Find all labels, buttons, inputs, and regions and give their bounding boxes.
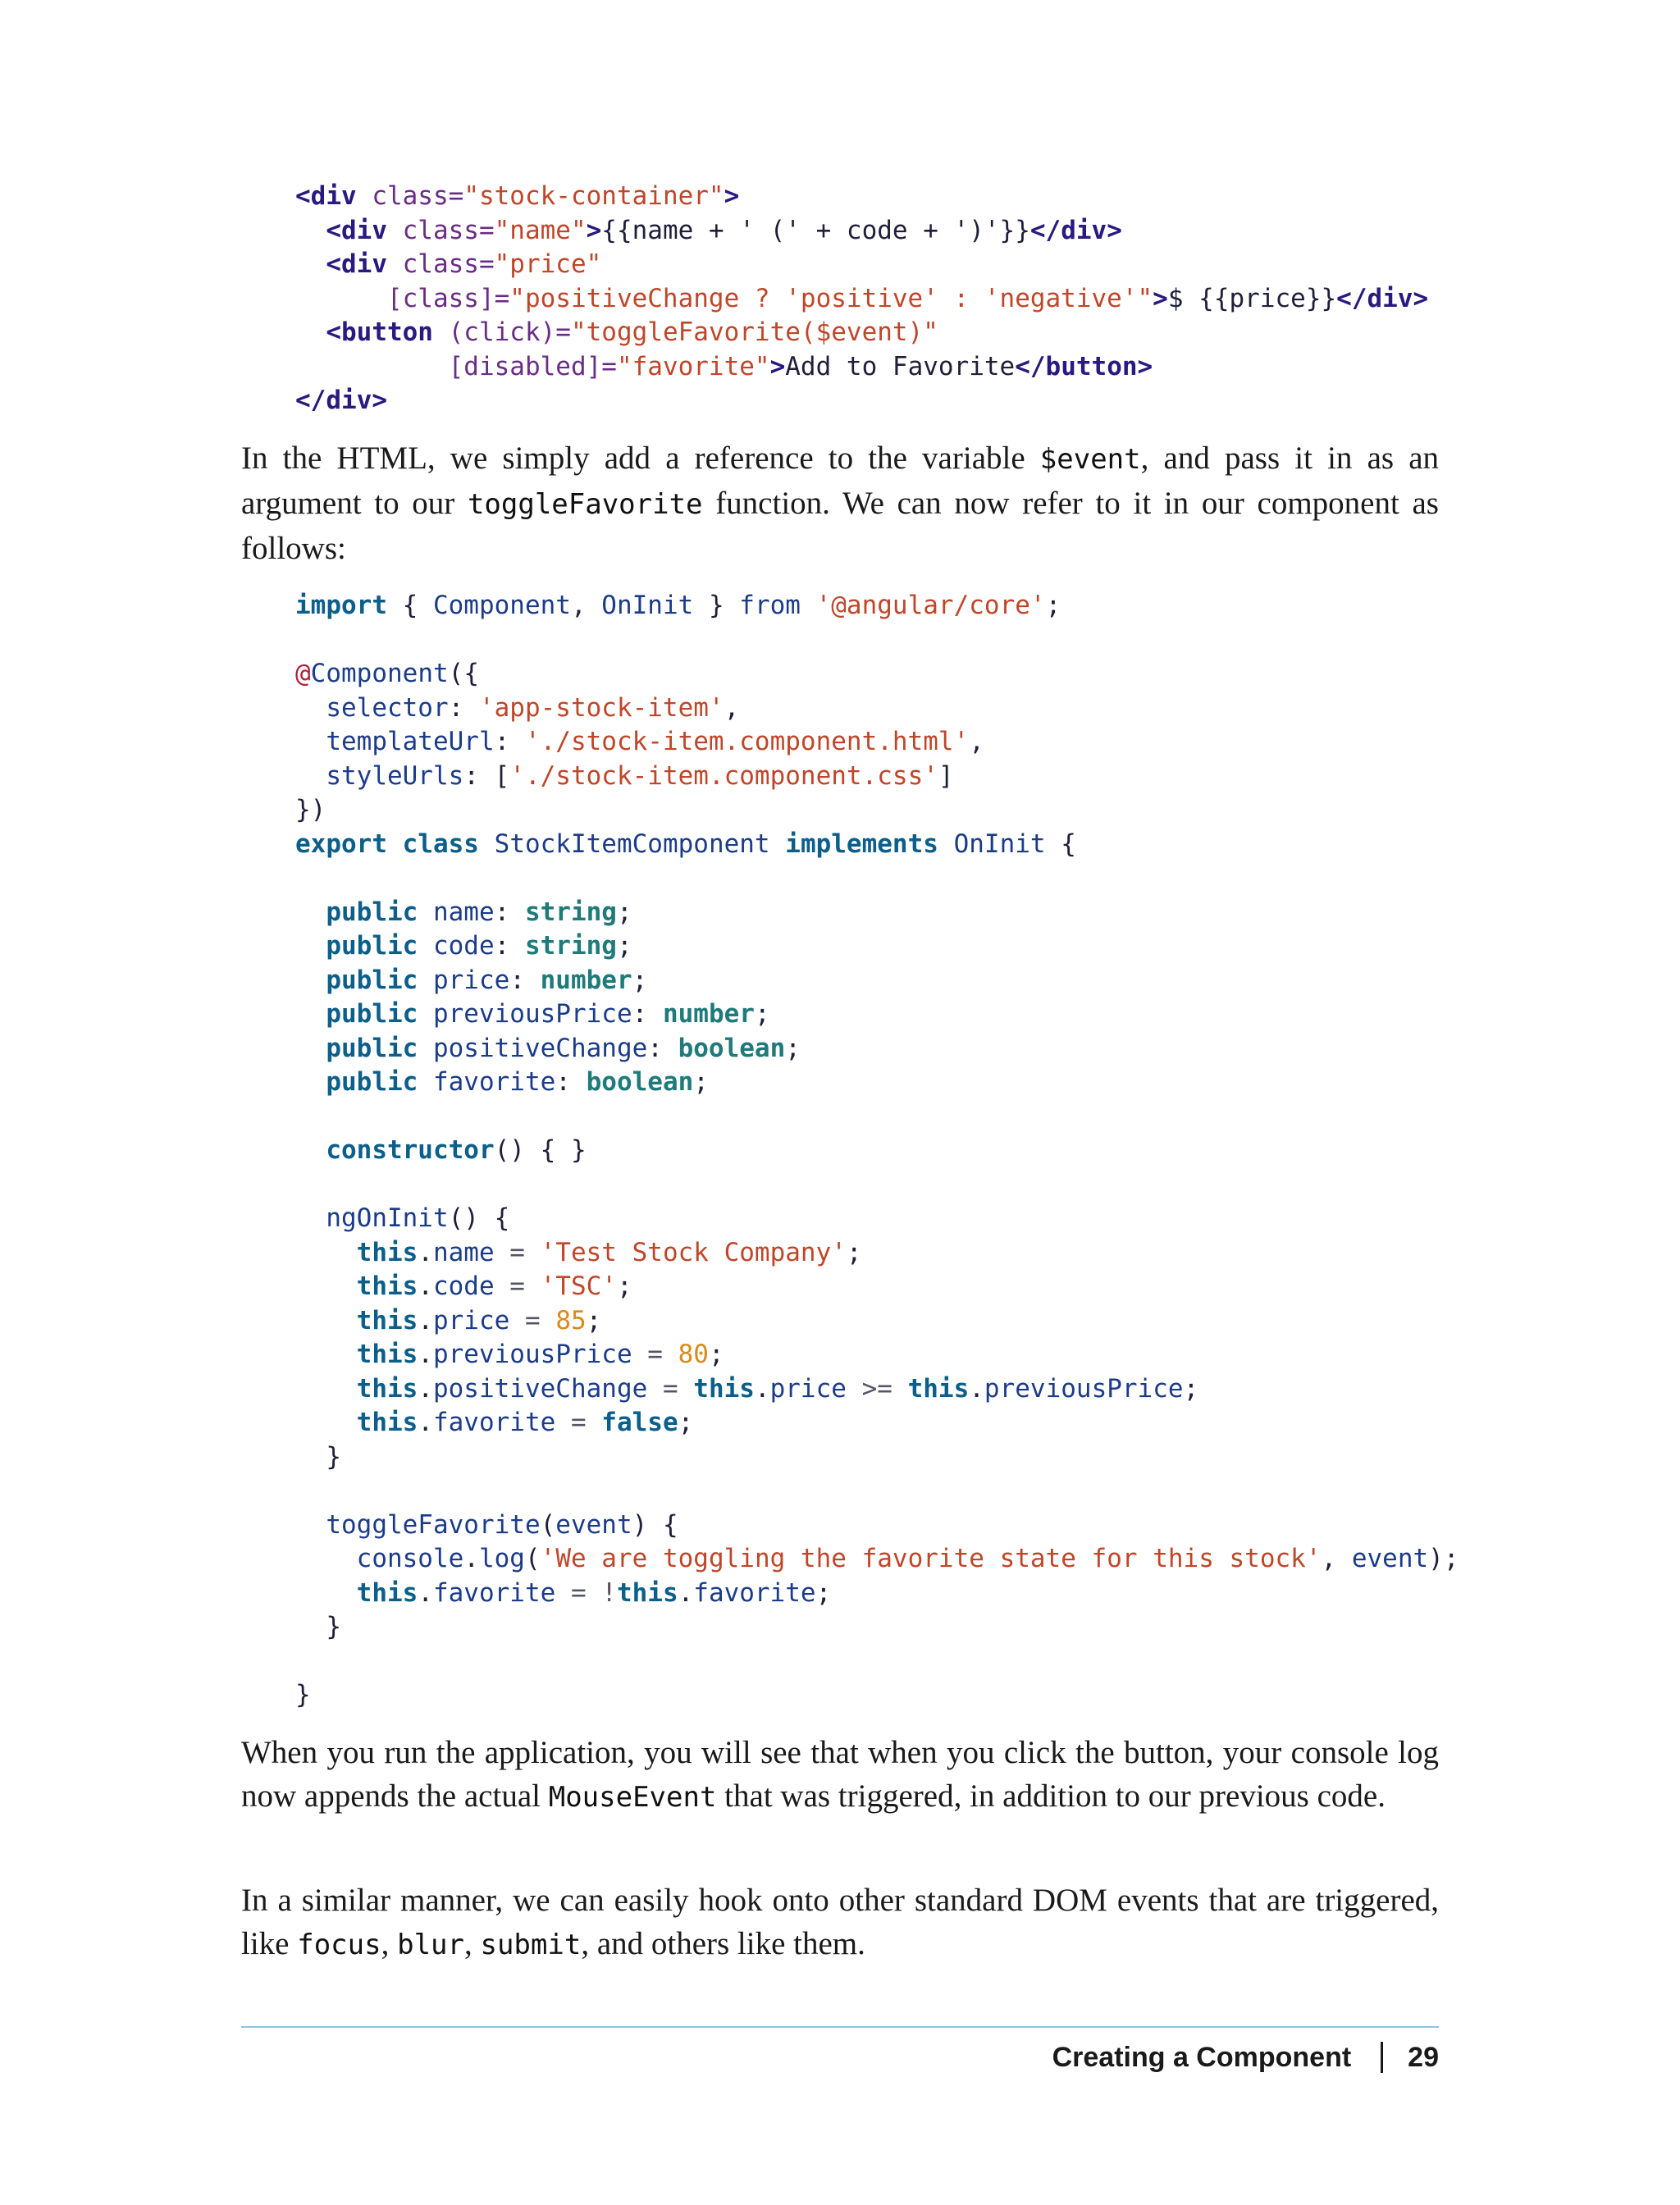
code-token: >= [846,1373,908,1404]
code-token: selector [326,692,449,723]
code-token [295,1340,357,1369]
code-token: class= [386,249,495,279]
code-line [295,1440,1459,1475]
code-token [295,352,449,381]
code-line [295,1100,1459,1134]
code-line [295,214,1428,249]
code-line [295,180,1428,214]
code-token: ; [815,1577,832,1608]
code-token: : [632,999,663,1029]
code-token: string [524,897,617,927]
code-token [770,829,786,859]
code-token: public [326,1033,418,1063]
code-token: : [494,727,525,756]
code-token: OnInit [601,591,694,620]
code-token [295,1034,326,1063]
code-token [295,1408,357,1437]
text-run: In a similar manner, we can easily hook onto other standard DOM events that are triggered, like [241,1883,1439,1961]
code-token: "positiveChange ? 'positive' : 'negative'" [509,283,1153,313]
code-token: { [1045,829,1076,859]
text-run: that was triggered, in addition to our previous code. [716,1778,1386,1814]
code-token: [class]= [386,283,510,313]
code-token: name [432,897,495,927]
code-line [295,998,1459,1032]
code-token [295,693,326,723]
code-line [295,1270,1459,1304]
code-token: previousPrice [984,1373,1184,1404]
code-token [387,829,403,859]
code-token: }) [295,795,326,824]
code-token [295,249,326,279]
code-token: = [647,1373,694,1404]
text-run: In the HTML, we simply add a reference to the variable [241,441,1040,476]
code-token: number [662,999,755,1029]
code-token: number [540,965,632,995]
code-line [295,248,1428,282]
code-token [295,1306,357,1335]
code-token: ngOnInit [326,1203,449,1233]
code-token [295,761,326,791]
code-token: previousPrice [432,1340,632,1369]
code-line [295,929,1459,964]
code-token: class [402,829,479,859]
text-run: , and pass it in as an argument to our [241,441,1440,521]
code-token [295,1203,326,1233]
code-token: </div> [295,386,387,415]
code-token: ); [1428,1544,1459,1573]
code-token: this [907,1373,970,1404]
code-token: ( [524,1544,541,1573]
code-token: $ {{price}} [1167,283,1337,313]
inline-code: MouseEvent [548,1781,717,1814]
code-line [295,793,1459,828]
code-token: } [295,1612,341,1641]
code-token [295,1238,357,1267]
code-token: (click)= [432,317,571,347]
code-token: . [969,1373,984,1404]
code-token: . [418,1577,433,1608]
code-token: ; [616,931,632,961]
code-line [295,657,1459,692]
code-token: price [432,1305,510,1335]
code-token: = [509,1305,556,1335]
code-token [418,897,433,927]
code-token: ; [693,1067,709,1097]
code-token: ; [678,1408,694,1437]
code-line [295,861,1459,896]
code-token: boolean [586,1067,694,1097]
code-token [295,1578,357,1608]
code-token: toggleFavorite [326,1509,541,1540]
code-line [295,316,1428,350]
code-token: [disabled]= [448,351,617,381]
code-line [295,1066,1459,1100]
code-token: </button> [1015,351,1153,381]
code-line [295,1202,1459,1236]
code-token [295,966,326,995]
code-token: ; [754,999,770,1029]
code-token: . [754,1373,770,1404]
code-token: . [418,1373,433,1404]
code-token: favorite [693,1577,816,1608]
code-token [295,1374,357,1404]
code-token: ] [938,760,954,791]
code-token: , [570,591,602,620]
code-token: ; [586,1305,602,1335]
code-line [295,1577,1459,1611]
code-line [295,350,1428,385]
code-token [295,1067,326,1097]
code-token: 'Test Stock Company' [540,1237,847,1267]
code-token: import [295,591,387,620]
code-line [295,1134,1459,1168]
code-token [938,829,954,859]
code-token: ; [1045,591,1061,620]
code-line [295,623,1459,658]
code-token: : [555,1067,587,1097]
code-token: } [295,1680,311,1710]
code-token: boolean [678,1033,786,1063]
code-token: <div [326,249,387,279]
code-token [418,999,433,1029]
code-token: > [724,181,740,211]
code-token: 'TSC' [540,1271,617,1301]
code-token: > [769,351,786,381]
code-token: constructor [326,1135,495,1165]
code-line [295,725,1459,760]
code-token: : [448,692,479,723]
code-token: this [356,1305,418,1335]
code-token: . [418,1340,433,1369]
code-token: public [326,999,418,1029]
code-block-html-template [295,180,1428,418]
code-token: , [1321,1544,1352,1573]
inline-code: toggleFavorite [467,488,703,521]
code-token: false [601,1408,678,1437]
code-token: price [769,1373,847,1404]
code-token: : [ [463,760,510,791]
code-token: 80 [678,1340,709,1369]
code-token: Component [432,591,571,620]
code-token: favorite [432,1577,556,1608]
code-token: positiveChange [432,1033,648,1063]
code-line [295,896,1459,930]
inline-code: $event [1039,443,1141,476]
code-token: event [555,1509,632,1540]
code-token: {{name + ' (' + code + ')'}} [601,215,1030,245]
code-token: <button [326,317,433,347]
code-token: ; [616,1271,632,1301]
code-token: code [432,1271,495,1301]
code-token: Component [310,659,449,688]
code-token [295,931,326,961]
code-token: ; [785,1033,801,1063]
code-token: = ! [555,1577,617,1608]
code-token: './stock-item.component.html' [524,727,970,756]
code-token: this [356,1237,418,1267]
code-token: "price" [494,249,602,279]
text-run: function. We can now refer to it in our component as follows: [241,486,1439,566]
code-token [418,931,433,961]
code-token: export [295,829,387,859]
code-token: StockItemComponent [494,829,770,859]
code-token [295,727,326,756]
code-token: this [356,1373,418,1404]
paragraph-console-log [241,1731,1439,1819]
code-line [295,760,1459,794]
footer-divider [241,2026,1439,2028]
code-token: </div> [1336,283,1429,313]
text-run: , [381,1926,398,1961]
code-token: } [693,591,740,620]
code-token [418,966,433,995]
code-token: > [1153,283,1168,313]
code-token: </div> [1029,215,1122,245]
code-token: from [739,591,801,620]
code-token: , [724,692,740,723]
code-line [295,964,1459,998]
code-token: event [1351,1544,1429,1573]
code-line [295,589,1459,623]
code-line [295,1678,1459,1713]
code-token: ( [540,1509,556,1540]
code-token: "favorite" [616,351,770,381]
page-number: 29 [1408,2041,1439,2073]
code-token: 'We are toggling the favorite state for this stock' [540,1544,1322,1573]
paragraph-dom-events [241,1879,1439,1967]
code-line [295,1542,1459,1577]
code-token [295,1510,326,1540]
code-token: "stock-container" [463,181,724,211]
code-token: positiveChange [432,1373,648,1404]
code-token: , [969,727,984,756]
code-token: 85 [555,1305,587,1335]
code-token: favorite [432,1067,556,1097]
code-token [295,1135,326,1165]
footer-section-title: Creating a Component [1052,2041,1352,2073]
code-token: = [632,1340,678,1369]
code-line [295,384,1428,418]
code-token: "toggleFavorite($event)" [570,317,938,347]
code-token: this [356,1577,418,1608]
code-line [295,1032,1459,1066]
code-line [295,828,1459,862]
code-token: @ [295,659,311,688]
code-line [295,692,1459,726]
code-token: '@angular/core' [815,591,1046,620]
code-token: './stock-item.component.css' [509,760,938,791]
code-token: ; [632,965,648,995]
code-token: = [494,1271,541,1301]
code-block-component-ts [295,589,1459,1713]
code-token: OnInit [953,829,1046,859]
code-line [295,282,1428,317]
code-token [295,999,326,1029]
code-token [295,284,387,313]
code-token [801,591,816,620]
code-token [295,897,326,927]
code-token: ) { [632,1509,678,1540]
code-line [295,1372,1459,1407]
code-line [295,1406,1459,1440]
code-token: public [326,931,418,961]
code-token: : [509,965,541,995]
code-token: implements [785,829,938,859]
paragraph-event-reference [241,436,1439,570]
code-token: this [616,1577,678,1608]
code-token: . [418,1408,433,1437]
code-token: templateUrl [326,727,495,756]
code-token [295,1271,357,1301]
code-token [295,317,326,347]
code-token [418,1034,433,1063]
inline-code: focus [297,1929,381,1961]
code-token: previousPrice [432,999,632,1029]
code-token: <div [295,181,357,211]
code-token: this [356,1408,418,1437]
code-token: "name" [494,215,587,245]
code-token: this [693,1373,755,1404]
code-token: { [386,591,433,620]
code-token: () { [448,1203,510,1233]
code-token: = [494,1237,541,1267]
code-token: name [432,1237,495,1267]
footer-separator [1381,2042,1383,2073]
code-token: . [678,1577,694,1608]
code-line [295,1474,1459,1509]
code-token: public [326,897,418,927]
code-line [295,1304,1459,1339]
code-token: <div [326,215,387,245]
code-token: styleUrls [326,760,464,791]
code-token: ; [1183,1373,1199,1404]
code-token [295,1544,357,1573]
code-token: string [524,931,617,961]
code-token: this [356,1271,418,1301]
text-run: , and others like them. [581,1926,865,1961]
code-token [295,216,326,245]
text-run: When you run the application, you will see that when you click the button, your console log now appends the actual [241,1735,1439,1814]
code-token: : [494,897,525,927]
code-token: class= [356,181,464,211]
code-token: } [295,1441,341,1472]
code-token: this [356,1340,418,1369]
code-token: code [432,931,495,961]
code-token: = [555,1408,602,1437]
code-token: ({ [448,659,479,688]
code-token: log [478,1544,525,1573]
code-token: . [418,1271,433,1301]
code-line [295,1236,1459,1271]
code-token: class= [386,215,495,245]
code-token [479,829,495,859]
code-token: . [418,1237,433,1267]
code-line [295,1509,1459,1543]
code-token: . [418,1305,433,1335]
code-token: ; [616,897,632,927]
code-line [295,1338,1459,1372]
code-token [418,1067,433,1097]
code-token: . [463,1544,479,1573]
code-token: price [432,965,510,995]
code-token: public [326,1067,418,1097]
text-run: , [463,1926,481,1961]
code-token: () { } [494,1135,587,1165]
code-token: console [356,1544,464,1573]
code-line [295,1168,1459,1203]
code-token: : [647,1033,678,1063]
code-line [295,1645,1459,1679]
code-token: : [494,931,525,961]
code-token: ; [708,1340,724,1369]
code-token: 'app-stock-item' [478,692,724,723]
code-token: Add to Favorite [785,351,1016,381]
page-footer [1052,2033,1439,2082]
inline-code: submit [480,1929,582,1961]
code-token: public [326,965,418,995]
code-token: favorite [432,1408,556,1437]
code-token: > [586,215,602,245]
inline-code: blur [397,1929,464,1961]
code-token: ; [846,1237,862,1267]
code-line [295,1610,1459,1645]
